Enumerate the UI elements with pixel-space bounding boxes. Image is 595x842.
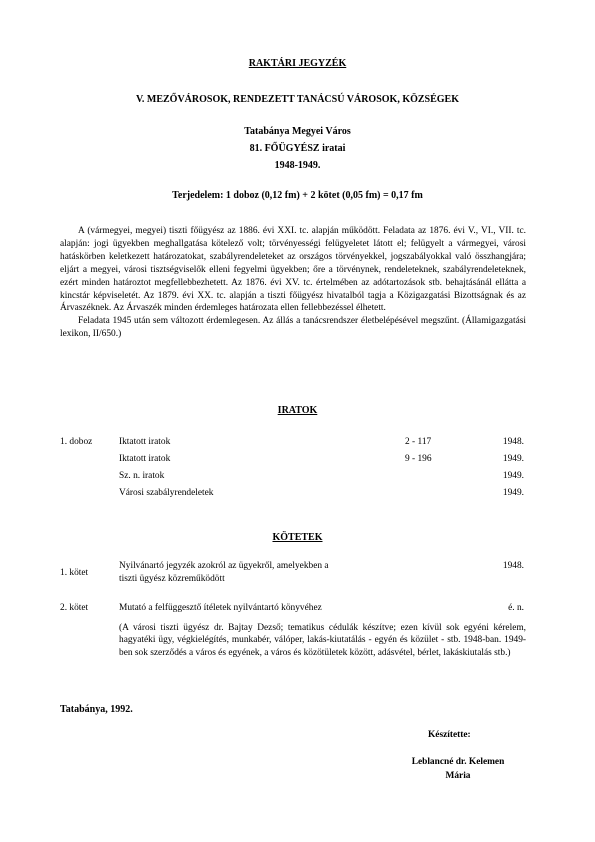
prepared-by-label: Készítette:	[428, 730, 471, 740]
place-date: Tatabánya, 1992.	[60, 704, 133, 715]
author-name-line2: Mária	[445, 771, 471, 781]
fonds-creator: Tatabánya Megyei Város	[244, 126, 351, 137]
iratok-row-title: Iktatott iratok	[119, 454, 171, 464]
description-paragraph-1: A (vármegyei, megyei) tiszti főügyész az 1886. évi XXI. tc. alapján működött. Feladata az 1876. évi V., VI., VII. tc. alapján: jogi ügyekben meghallgatása kötelező volt; törvényességi felügyeletet látott el; felügyelt a vármegyei, városi hatáskörben keletkezett határozatokat, szabályrendeleteket az országos törvényekkel, jogszabályokkal való összhangjára; eljárt a megyei, városi tisztségviselők elleni fegyelmi ügyekben; őre a törvénynek, rendeleteknek, szabályrendeleteknek, ezért minden határoztot megfellebbezhetett. Az 1876. évi XV. tc. értelmében az adótartozások stb. behajtásánál ellátta a kincstár képviseletét. Az 1879. évi XX. tc. alapján a tiszti főügyész hivatalból tagja a Közigazgatási Bizottságnak és az Árvaszéknek. Az Árvaszék minden érdemleges határozata ellen fellebbezéssel élhetett.	[60, 226, 526, 314]
iratok-row-title: Sz. n. iratok	[119, 471, 165, 481]
kotet-unit: 1. kötet	[60, 568, 89, 578]
iratok-row-year: 1949.	[502, 488, 524, 498]
iratok-row-year: 1948.	[502, 437, 524, 447]
kotet-title-line1: Mutató a felfüggesztő ítéletek nyilvántartó könyvéhez	[119, 603, 322, 613]
kotet-year: é. n.	[508, 603, 524, 613]
kotet-title-line2: tiszti ügyész közreműködött	[119, 574, 225, 584]
iratok-row-year: 1949.	[502, 471, 524, 481]
fonds-years: 1948-1949.	[274, 160, 321, 171]
iratok-row-title: Iktatott iratok	[119, 437, 171, 447]
iratok-row-range: 2 - 117	[405, 437, 432, 447]
author-name-line1: Leblancné dr. Kelemen	[411, 757, 505, 767]
document-subtitle: V. MEZŐVÁROSOK, RENDEZETT TANÁCSÚ VÁROSOK, KÖZSÉGEK	[135, 94, 460, 105]
document-title: RAKTÁRI JEGYZÉK	[248, 58, 347, 69]
kotet-unit: 2. kötet	[60, 603, 89, 613]
iratok-row-range: 9 - 196	[405, 454, 432, 464]
fonds-extent: Terjedelem: 1 doboz (0,12 fm) + 2 kötet (0,05 fm) = 0,17 fm	[172, 190, 423, 201]
description-paragraph-2: Feladata 1945 után sem változott érdemlegesen. Az állás a tanácsrendszer életbelépésével megszűnt. (Államigazgatási lexikon, II/650.)	[60, 316, 526, 340]
kotet-year: 1948.	[502, 561, 524, 571]
section-heading-iratok: IRATOK	[277, 405, 318, 416]
iratok-row-title: Városi szabályrendeletek	[119, 488, 214, 498]
iratok-unit: 1. doboz	[60, 437, 93, 447]
iratok-row-year: 1949.	[502, 454, 524, 464]
kotet-note: (A városi tiszti ügyész dr. Bajtay Dezső; tematikus cédulák készítve; ezen kívül sok egyéni kérelem, hagyatéki ügy, végkielégítés, munkabér, válóper, lakás-kiutatálás - egyén és közület - stb. 1948-ban. 1949-ben sok szerződés a város és egyének, a város és közötületek között, adásvétel, bérlet, lakáskiutalás stb.)	[119, 623, 526, 658]
section-heading-kotetek: KÖTETEK	[272, 532, 323, 543]
description-block	[60, 225, 526, 341]
kotet-title-line1: Nyilvánartó jegyzék azokról az ügyekről, amelyekben a	[119, 561, 329, 571]
fonds-name: 81. FŐÜGYÉSZ iratai	[249, 143, 346, 154]
